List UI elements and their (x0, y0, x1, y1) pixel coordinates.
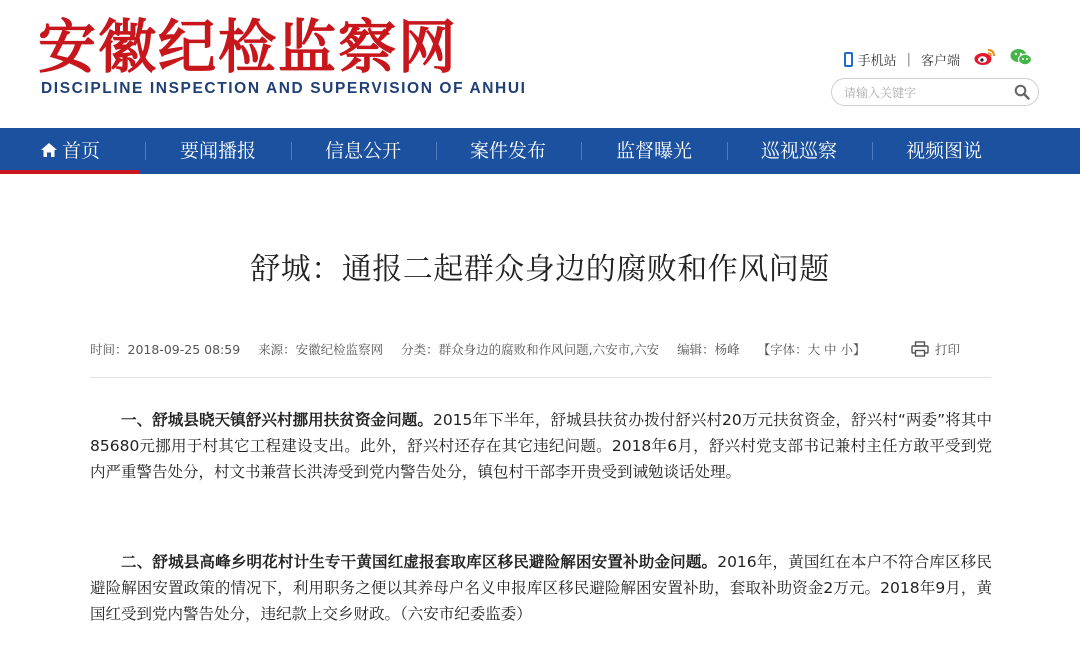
nav-divider (727, 142, 728, 160)
mobile-phone-icon (844, 52, 853, 67)
article-paragraph-2 (90, 549, 992, 627)
print-label: 打印 (934, 342, 960, 357)
link-separator: | (906, 51, 911, 67)
nav-divider (145, 142, 146, 160)
client-app-link[interactable]: 客户端 (920, 53, 960, 69)
site-header (0, 0, 1080, 128)
search-icon[interactable] (1014, 84, 1030, 104)
top-links (844, 46, 1032, 72)
main-nav (0, 128, 1080, 174)
nav-item-inspection-tour[interactable]: 巡视巡察 (760, 140, 837, 162)
article-category: 分类：群众身边的腐败和作风问题,六安市,六安 (401, 342, 660, 357)
site-logo[interactable]: 安徽纪检监察网 (38, 13, 459, 81)
printer-icon (911, 341, 929, 357)
site-logo-english: DISCIPLINE INSPECTION AND SUPERVISION OF ANHUI (41, 80, 527, 97)
paragraph-lead: 二、舒城县高峰乡明花村计生专干黄国红虚报套取库区移民避险解困安置补助金问题。 (121, 553, 718, 571)
nav-divider (436, 142, 437, 160)
meta-divider (90, 377, 991, 378)
article-meta (90, 340, 990, 358)
mobile-site-link[interactable]: 手机站 (857, 53, 897, 69)
paragraph-lead: 一、舒城县晓天镇舒兴村挪用扶贫资金问题。 (121, 411, 433, 429)
nav-item-label: 首页 (61, 140, 100, 162)
nav-item-supervision-exposure[interactable]: 监督曝光 (615, 140, 692, 162)
search-input[interactable] (842, 83, 1016, 103)
nav-item-case-release[interactable]: 案件发布 (469, 140, 546, 162)
article-title: 舒城：通报二起群众身边的腐败和作风问题 (250, 252, 830, 287)
nav-item-home[interactable] (0, 128, 140, 174)
article-editor: 编辑：杨峰 (677, 342, 740, 357)
home-icon (40, 142, 58, 158)
nav-item-video-graphics[interactable]: 视频图说 (905, 140, 982, 162)
nav-divider (291, 142, 292, 160)
paragraph-body: 2015年下半年，舒城县扶贫办拨付舒兴村20万元扶贫资金，舒兴村“两委”将其中85680元挪用于村其它工程建设支出。此外，舒兴村还存在其它违纪问题。2018年6月，舒兴村党支部书记兼村主任方敢平受到党内严重警告处分，村文书兼营长洪涛受到党内警告处分，镇包村干部李开贵受到诫勉谈话处理。 (90, 411, 992, 481)
nav-item-news[interactable]: 要闻播报 (179, 140, 256, 162)
article-paragraph-1 (90, 407, 992, 485)
nav-divider (581, 142, 582, 160)
wechat-icon[interactable] (1010, 48, 1032, 70)
print-button[interactable] (911, 340, 974, 358)
font-size-control[interactable]: 【字体：大 中 小】 (757, 342, 866, 357)
search-box (831, 78, 1039, 106)
nav-item-info-disclosure[interactable]: 信息公开 (324, 140, 401, 162)
weibo-icon[interactable] (974, 48, 996, 70)
article-source: 来源：安徽纪检监察网 (258, 342, 384, 357)
nav-divider (872, 142, 873, 160)
paragraph-body: 2016年，黄国红在本户不符合库区移民避险解困安置政策的情况下，利用职务之便以其养母户名义申报库区移民避险解困安置补助，套取补助资金2万元。2018年9月，黄国红受到党内警告处分，违纪款上交乡财政。（六安市纪委监委） (90, 553, 992, 623)
publish-time: 时间：2018-09-25 08:59 (90, 342, 241, 357)
